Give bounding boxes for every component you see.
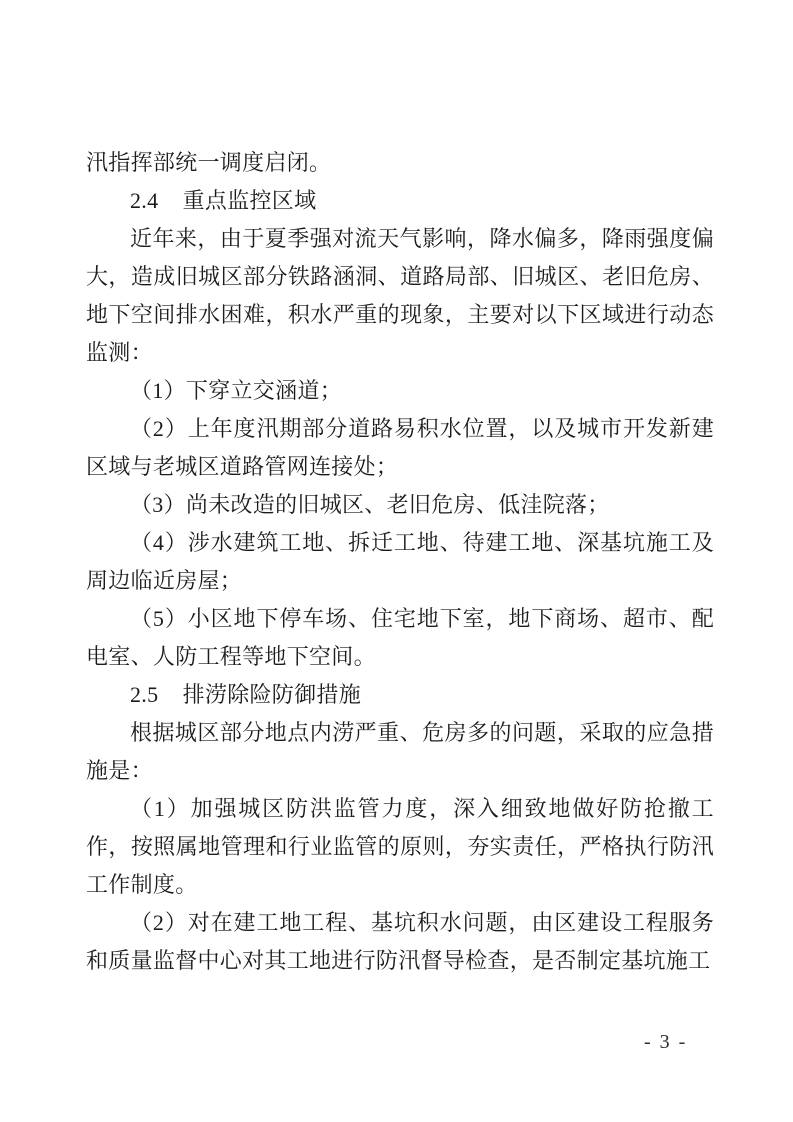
section-2-5-intro-paragraph: 根据城区部分地点内涝严重、危房多的问题，采取的应急措施是： (86, 720, 714, 783)
section-2-5-list-item-2: （2）对在建工地工程、基坑积水问题，由区建设工程服务和质量监督中心对其工地进行防汛督导检查，是否制定基坑施工 (86, 910, 714, 973)
section-2-4-list-item-2: （2）上年度汛期部分道路易积水位置，以及城市开发新建区域与老城区道路管网连接处； (86, 416, 714, 479)
section-2-5-list-item-1: （1）加强城区防洪监管力度，深入细致地做好防抢撤工作，按照属地管理和行业监管的原则，夯实责任，严格执行防汛工作制度。 (86, 796, 714, 897)
section-2-4-list-item-1: （1）下穿立交涵道； (130, 378, 343, 403)
page-number: - 3 - (644, 1031, 688, 1053)
section-heading-2-4 (86, 182, 714, 220)
section-heading-title: 重点监控区域 (182, 188, 317, 213)
document-body (86, 144, 714, 980)
section-2-4-list-item-4: （4）涉水建筑工地、拆迁工地、待建工地、深基坑施工及周边临近房屋； (86, 530, 714, 593)
section-heading-number: 2.4 (130, 188, 159, 213)
section-heading-title: 排涝除险防御措施 (182, 682, 361, 707)
continuation-paragraph: 汛指挥部统一调度启闭。 (86, 150, 332, 175)
section-heading-2-5 (86, 676, 714, 714)
section-2-4-intro-paragraph: 近年来，由于夏季强对流天气影响，降水偏多，降雨强度偏大，造成旧城区部分铁路涵洞、道路局部、旧城区、老旧危房、地下空间排水困难，积水严重的现象，主要对以下区域进行动态监测： (86, 226, 714, 365)
section-heading-number: 2.5 (130, 682, 159, 707)
section-2-4-list-item-5: （5）小区地下停车场、住宅地下室，地下商场、超市、配电室、人防工程等地下空间。 (86, 606, 714, 669)
section-2-4-list-item-3: （3）尚未改造的旧城区、老旧危房、低洼院落； (130, 492, 610, 517)
